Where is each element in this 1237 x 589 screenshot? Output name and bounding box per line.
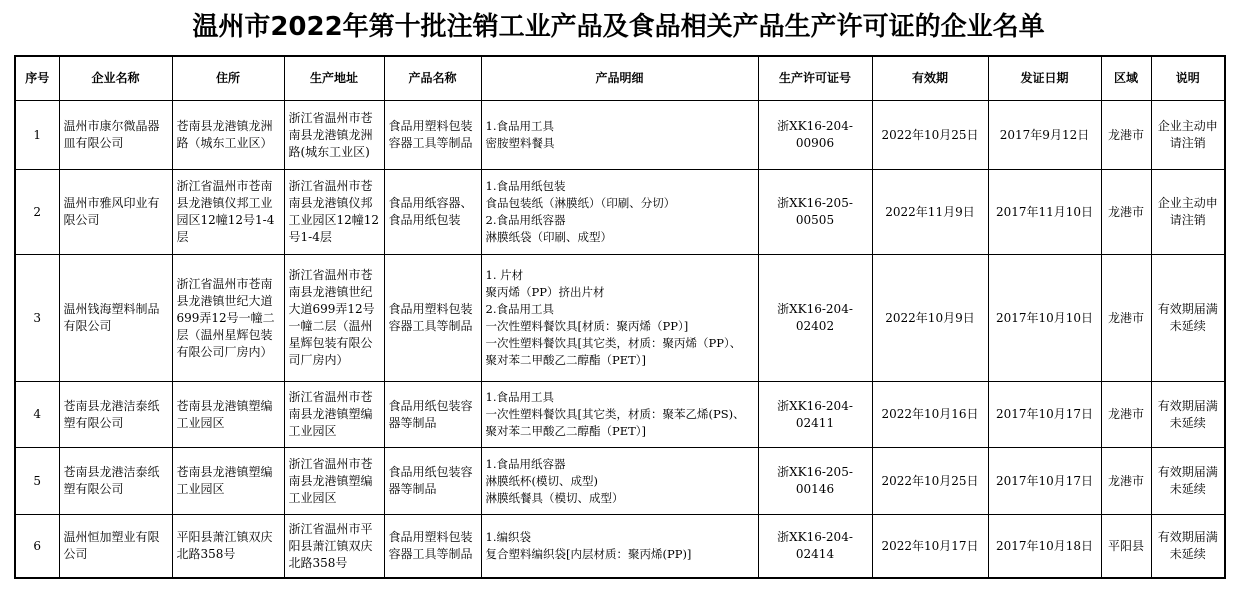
cell-company: 温州市雅风印业有限公司 xyxy=(59,170,172,255)
table-row xyxy=(15,170,1225,255)
detail-line: 淋膜纸餐具（模切、成型） xyxy=(485,490,624,505)
table-row xyxy=(15,382,1225,448)
cell-product: 食品用纸包装容器等制品 xyxy=(384,382,481,448)
cell-production-address: 浙江省温州市苍南县龙港镇仪邦工业园区12幢12号1-4层 xyxy=(284,170,384,255)
detail-line: 一次性塑料餐饮具[其它类，材质：聚苯乙烯(PS)、 xyxy=(485,407,745,421)
detail-line: 聚对苯二甲酸乙二醇酯（PET）] xyxy=(485,353,647,367)
cell-valid: 2022年10月9日 xyxy=(872,255,988,382)
cell-note: 有效期届满未延续 xyxy=(1151,448,1225,515)
header-issued: 发证日期 xyxy=(988,56,1101,101)
cell-company: 苍南县龙港洁泰纸塑有限公司 xyxy=(59,382,172,448)
cell-license: 浙XK16-204-02411 xyxy=(758,382,872,448)
cell-region: 龙港市 xyxy=(1101,170,1151,255)
cell-production-address: 浙江省温州市苍南县龙港镇塑编工业园区 xyxy=(284,382,384,448)
cell-address: 苍南县龙港镇龙洲路（城东工业区） xyxy=(172,101,284,170)
cell-license: 浙XK16-204-00906 xyxy=(758,101,872,170)
cell-note: 企业主动申请注销 xyxy=(1151,170,1225,255)
table-row xyxy=(15,101,1225,170)
cell-note: 企业主动申请注销 xyxy=(1151,101,1225,170)
detail-line: 密胺塑料餐具 xyxy=(485,136,555,150)
detail-line: 1.编织袋 xyxy=(485,530,531,544)
detail-line: 淋膜纸袋（印刷、成型） xyxy=(485,230,612,244)
cell-address: 苍南县龙港镇塑编工业园区 xyxy=(172,448,284,515)
cell-production-address: 浙江省温州市平阳县萧江镇双庆北路358号 xyxy=(284,515,384,579)
cell-license: 浙XK16-204-02414 xyxy=(758,515,872,579)
cell-production-address: 浙江省温州市苍南县龙港镇龙洲路(城东工业区) xyxy=(284,101,384,170)
page-title: 温州市2022年第十批注销工业产品及食品相关产品生产许可证的企业名单 xyxy=(192,12,1045,42)
cell-address: 浙江省温州市苍南县龙港镇世纪大道699弄12号一幢二层（温州星辉包装有限公司厂房内） xyxy=(172,255,284,382)
detail-line: 1.食品用纸包装 xyxy=(485,179,566,193)
detail-line: 聚丙烯（PP）挤出片材 xyxy=(485,285,605,299)
cell-issued: 2017年9月12日 xyxy=(988,101,1101,170)
header-company: 企业名称 xyxy=(59,56,172,101)
cell-seq: 4 xyxy=(15,382,59,448)
cell-product: 食品用塑料包装容器工具等制品 xyxy=(384,515,481,579)
cell-company: 苍南县龙港洁泰纸塑有限公司 xyxy=(59,448,172,515)
enterprise-table xyxy=(14,55,1226,579)
cell-details xyxy=(481,448,758,515)
cell-product: 食品用纸容器、食品用纸包装 xyxy=(384,170,481,255)
table-row xyxy=(15,255,1225,382)
cell-note: 有效期届满未延续 xyxy=(1151,382,1225,448)
detail-line: 1.食品用纸容器 xyxy=(485,456,566,471)
cell-details xyxy=(481,515,758,579)
cell-address: 苍南县龙港镇塑编工业园区 xyxy=(172,382,284,448)
cell-license: 浙XK16-204-02402 xyxy=(758,255,872,382)
header-seq: 序号 xyxy=(15,56,59,101)
cell-address: 浙江省温州市苍南县龙港镇仪邦工业园区12幢12号1-4层 xyxy=(172,170,284,255)
cell-production-address: 浙江省温州市苍南县龙港镇世纪大道699弄12号一幢二层（温州星辉包装有限公司厂房内） xyxy=(284,255,384,382)
detail-line: 1.食品用工具 xyxy=(485,119,554,133)
cell-seq: 3 xyxy=(15,255,59,382)
cell-region: 龙港市 xyxy=(1101,448,1151,515)
cell-production-address: 浙江省温州市苍南县龙港镇塑编工业园区 xyxy=(284,448,384,515)
cell-issued: 2017年10月18日 xyxy=(988,515,1101,579)
cell-issued: 2017年11月10日 xyxy=(988,170,1101,255)
cell-company: 温州恒加塑业有限公司 xyxy=(59,515,172,579)
cell-note: 有效期届满未延续 xyxy=(1151,255,1225,382)
detail-line: 复合塑料编织袋[内层材质：聚丙烯(PP)] xyxy=(485,547,692,561)
cell-details xyxy=(481,170,758,255)
cell-license: 浙XK16-205-00505 xyxy=(758,170,872,255)
cell-product: 食品用塑料包装容器工具等制品 xyxy=(384,255,481,382)
header-valid: 有效期 xyxy=(872,56,988,101)
detail-line: 食品包装纸（淋膜纸）（印刷、分切） xyxy=(485,196,676,210)
cell-seq: 5 xyxy=(15,448,59,515)
cell-seq: 1 xyxy=(15,101,59,170)
cell-company: 温州市康尔微晶器皿有限公司 xyxy=(59,101,172,170)
detail-line: 一次性塑料餐饮具[材质：聚丙烯（PP）] xyxy=(485,319,689,333)
header-row xyxy=(15,56,1225,101)
detail-line: 1.食品用工具 xyxy=(485,390,554,404)
header-region: 区域 xyxy=(1101,56,1151,101)
header-product: 产品名称 xyxy=(384,56,481,101)
cell-details xyxy=(481,382,758,448)
cell-product: 食品用纸包装容器等制品 xyxy=(384,448,481,515)
cell-valid: 2022年10月17日 xyxy=(872,515,988,579)
cell-valid: 2022年11月9日 xyxy=(872,170,988,255)
detail-line: 淋膜纸杯(模切、成型) xyxy=(485,473,598,488)
table-row xyxy=(15,448,1225,515)
cell-valid: 2022年10月25日 xyxy=(872,101,988,170)
header-production-address: 生产地址 xyxy=(284,56,384,101)
header-note: 说明 xyxy=(1151,56,1225,101)
cell-valid: 2022年10月16日 xyxy=(872,382,988,448)
table-row xyxy=(15,515,1225,579)
detail-line: 聚对苯二甲酸乙二醇酯（PET）] xyxy=(485,424,647,438)
detail-line: 1. 片材 xyxy=(485,268,524,282)
cell-details xyxy=(481,101,758,170)
header-license: 生产许可证号 xyxy=(758,56,872,101)
detail-line: 2.食品用纸容器 xyxy=(485,213,566,227)
cell-issued: 2017年10月10日 xyxy=(988,255,1101,382)
cell-license: 浙XK16-205-00146 xyxy=(758,448,872,515)
cell-issued: 2017年10月17日 xyxy=(988,448,1101,515)
cell-seq: 6 xyxy=(15,515,59,579)
cell-note: 有效期届满未延续 xyxy=(1151,515,1225,579)
header-details: 产品明细 xyxy=(481,56,758,101)
header-address: 住所 xyxy=(172,56,284,101)
cell-details xyxy=(481,255,758,382)
detail-line: 2.食品用工具 xyxy=(485,302,554,316)
cell-company: 温州钱海塑料制品有限公司 xyxy=(59,255,172,382)
cell-seq: 2 xyxy=(15,170,59,255)
cell-region: 龙港市 xyxy=(1101,255,1151,382)
cell-valid: 2022年10月25日 xyxy=(872,448,988,515)
cell-product: 食品用塑料包装容器工具等制品 xyxy=(384,101,481,170)
cell-region: 龙港市 xyxy=(1101,101,1151,170)
cell-address: 平阳县萧江镇双庆北路358号 xyxy=(172,515,284,579)
cell-region: 平阳县 xyxy=(1101,515,1151,579)
cell-region: 龙港市 xyxy=(1101,382,1151,448)
cell-issued: 2017年10月17日 xyxy=(988,382,1101,448)
detail-line: 一次性塑料餐饮具[其它类，材质：聚丙烯（PP）、 xyxy=(485,336,742,350)
